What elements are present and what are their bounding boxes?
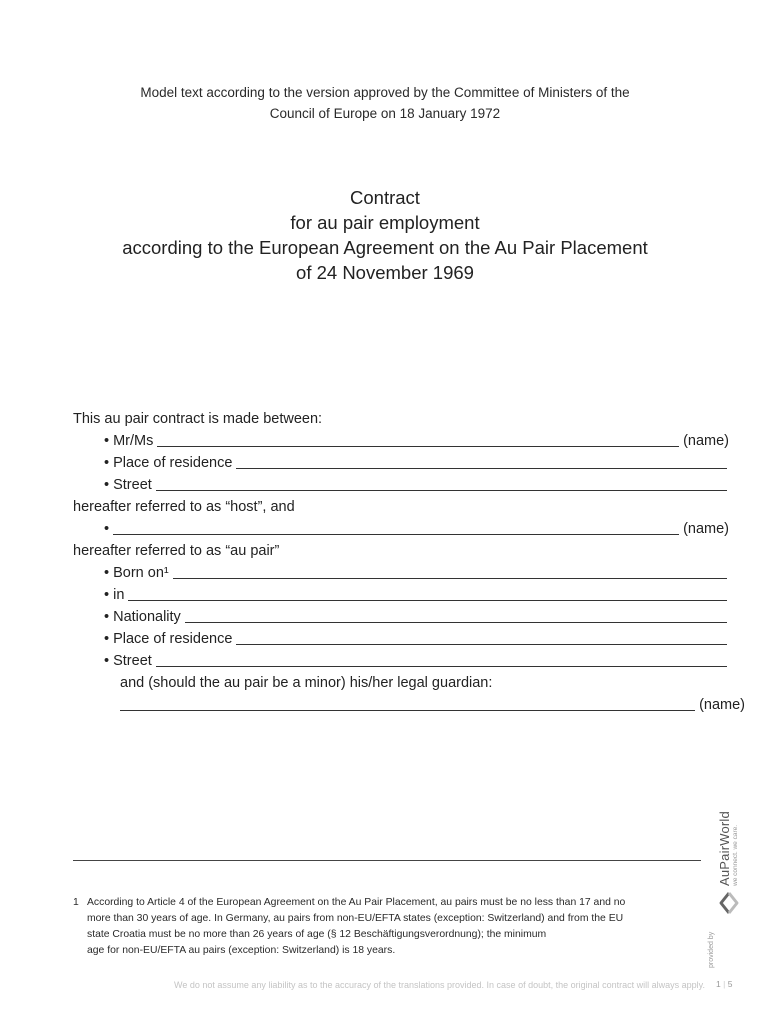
nationality-field[interactable] <box>185 606 727 623</box>
footnote-number: 1 <box>73 897 79 908</box>
nationality-label: • Nationality <box>104 609 181 625</box>
disclaimer: We do not assume any liability as to the accuracy of the translations provided. In case of doubt, the original contract will always apply. <box>174 980 705 990</box>
born-in-row <box>73 584 729 606</box>
aupairworld-branding <box>704 811 744 970</box>
host-street-field[interactable] <box>156 474 727 491</box>
aupair-residence-label: • Place of residence <box>104 631 233 647</box>
aupair-residence-field[interactable] <box>236 628 727 645</box>
title-line-3: according to the European Agreement on the Au Pair Placement <box>122 237 648 258</box>
footnote <box>73 895 703 959</box>
aupair-name-suffix: (name) <box>683 521 729 537</box>
host-name-row <box>73 430 729 452</box>
guardian-row <box>73 672 745 694</box>
guardian-name-field[interactable] <box>120 694 695 711</box>
host-reference-row <box>73 496 698 518</box>
host-residence-label: • Place of residence <box>104 455 233 471</box>
host-reference-text: hereafter referred to as “host”, and <box>73 499 295 515</box>
aupair-residence-row <box>73 628 729 650</box>
footnote-line-1: According to Article 4 of the European Agreement on the Au Pair Placement, au pairs must be no less than 17 and no <box>87 897 626 908</box>
aupair-name-bullet: • <box>104 521 110 537</box>
brand-tagline: we connect. we care. <box>732 824 739 886</box>
host-residence-row <box>73 452 729 474</box>
page-total: 5 <box>727 979 733 989</box>
guardian-name-suffix: (name) <box>699 697 745 713</box>
brand-name: AuPairWorld <box>717 811 732 886</box>
host-name-suffix: (name) <box>683 433 729 449</box>
title-line-1: Contract <box>350 187 420 208</box>
page-number <box>716 979 746 989</box>
born-on-label: • Born on¹ <box>104 565 169 581</box>
nationality-row <box>73 606 729 628</box>
footnote-divider <box>73 860 701 861</box>
born-in-label: • in <box>104 587 125 603</box>
aupair-street-field[interactable] <box>156 650 727 667</box>
intro-line-2: Council of Europe on 18 January 1972 <box>269 106 501 121</box>
aupair-name-row <box>73 518 729 540</box>
host-street-row <box>73 474 729 496</box>
footnote-line-3: state Croatia must be no more than 26 years of age (§ 12 Beschäftigungsverordnung); the minimum <box>87 929 547 940</box>
intro-text <box>60 82 710 124</box>
parties-intro <box>73 408 698 430</box>
footnote-line-2: more than 30 years of age. In Germany, au pairs from non-EU/EFTA states (exception: Switzerland) and from the EU <box>87 913 624 924</box>
title-line-2: for au pair employment <box>290 212 480 233</box>
guardian-text: and (should the au pair be a minor) his/her legal guardian: <box>120 675 493 691</box>
host-street-label: • Street <box>104 477 152 493</box>
guardian-name-row <box>73 694 745 716</box>
aupair-reference-text: hereafter referred to as “au pair” <box>73 543 280 559</box>
born-in-field[interactable] <box>128 584 727 601</box>
page-current: 1 <box>716 979 721 989</box>
host-residence-field[interactable] <box>236 452 727 469</box>
aupair-reference-row <box>73 540 698 562</box>
aupairworld-logo-icon <box>718 891 740 915</box>
host-name-field[interactable] <box>157 430 679 447</box>
page-separator: | <box>723 979 726 989</box>
title-line-4: of 24 November 1969 <box>296 262 474 283</box>
aupair-name-field[interactable] <box>113 518 679 535</box>
intro-line-1: Model text according to the version approved by the Committee of Ministers of the <box>140 85 630 100</box>
document-title <box>40 185 730 285</box>
born-on-row <box>73 562 729 584</box>
aupair-street-label: • Street <box>104 653 152 669</box>
parties-intro-text: This au pair contract is made between: <box>73 411 323 427</box>
born-on-field[interactable] <box>173 562 727 579</box>
aupair-street-row <box>73 650 729 672</box>
host-name-label: • Mr/Ms <box>104 433 154 449</box>
provided-by-text: provided by <box>708 931 715 968</box>
footnote-line-4: age for non-EU/EFTA au pairs (exception: Switzerland) is 18 years. <box>87 945 396 956</box>
